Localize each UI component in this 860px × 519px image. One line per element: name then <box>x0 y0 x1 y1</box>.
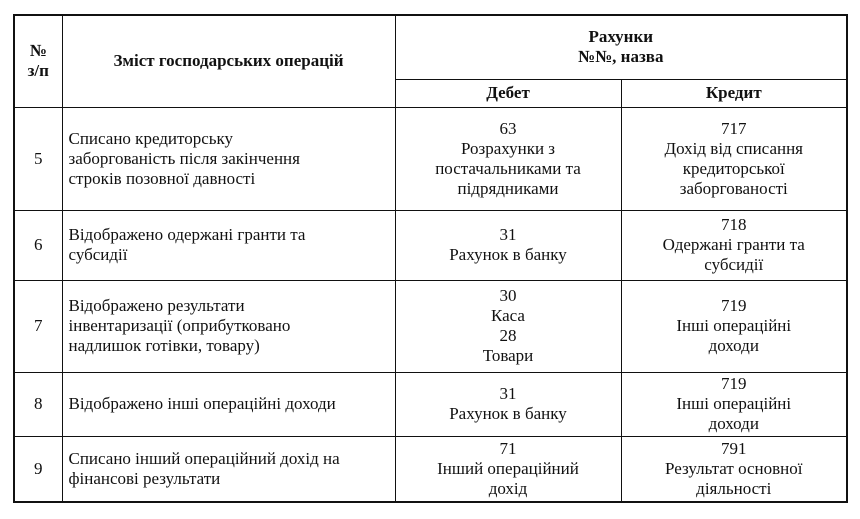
row-description: Списано кредиторську заборгованість після закінчення строків позовної давності <box>62 107 395 210</box>
row-description: Відображено одержані гранти та субсидії <box>62 210 395 280</box>
row-debit: 71 Інший операційний дохід <box>395 436 621 502</box>
row-credit: 719 Інші операційні доходи <box>621 280 847 372</box>
table-row <box>14 280 847 372</box>
table-row <box>14 372 847 436</box>
row-credit: 719 Інші операційні доходи <box>621 372 847 436</box>
row-number: 7 <box>14 280 62 372</box>
table-row <box>14 107 847 210</box>
row-description: Відображено інші операційні доходи <box>62 372 395 436</box>
row-debit: 63 Розрахунки з постачальниками та підрядниками <box>395 107 621 210</box>
header-credit: Кредит <box>621 79 847 107</box>
row-debit: 31 Рахунок в банку <box>395 372 621 436</box>
table-row <box>14 436 847 502</box>
header-number: № з/п <box>14 15 62 107</box>
header-description: Зміст господарських операцій <box>62 15 395 107</box>
operations-table <box>13 14 848 503</box>
row-debit: 30 Каса 28 Товари <box>395 280 621 372</box>
row-number: 8 <box>14 372 62 436</box>
table-row <box>14 210 847 280</box>
row-credit: 717 Дохід від списання кредиторської заборгованості <box>621 107 847 210</box>
header-accounts: Рахунки №№, назва <box>395 15 847 79</box>
header-debit: Дебет <box>395 79 621 107</box>
row-description: Списано інший операційний дохід на фінансові результати <box>62 436 395 502</box>
row-credit: 718 Одержані гранти та субсидії <box>621 210 847 280</box>
row-debit: 31 Рахунок в банку <box>395 210 621 280</box>
row-number: 6 <box>14 210 62 280</box>
row-number: 5 <box>14 107 62 210</box>
header-row <box>14 15 847 79</box>
row-description: Відображено результати інвентаризації (оприбутковано надлишок готівки, товару) <box>62 280 395 372</box>
row-number: 9 <box>14 436 62 502</box>
row-credit: 791 Результат основної діяльності <box>621 436 847 502</box>
